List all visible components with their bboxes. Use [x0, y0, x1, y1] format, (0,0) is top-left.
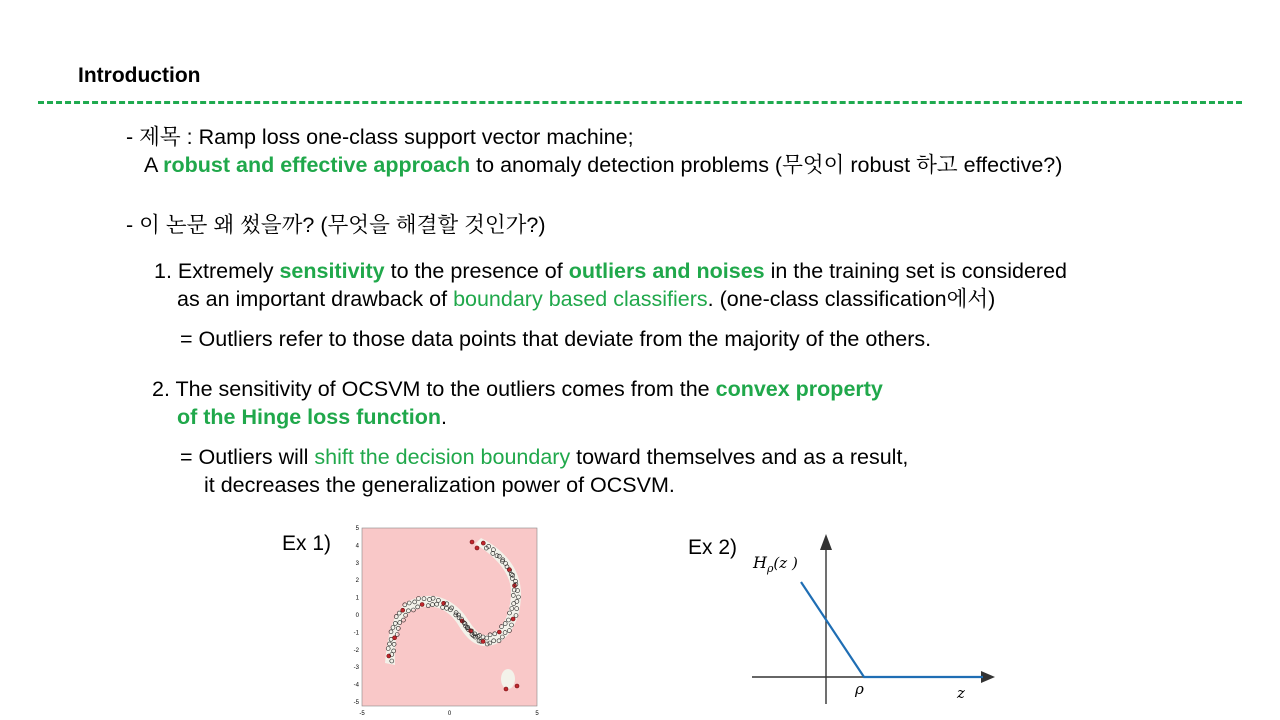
paper-subtitle-highlight: robust and effective approach — [163, 153, 471, 177]
ex1-label: Ex 1) — [282, 532, 332, 555]
y-tick-label: 5 — [355, 526, 359, 532]
y-axis-arrow — [820, 534, 832, 550]
point1-text-b: to the presence of — [384, 259, 569, 283]
outlier-point — [507, 568, 511, 572]
point2-line1 — [152, 375, 883, 403]
point2-note-line1 — [180, 443, 908, 471]
x-tick-label: 0 — [447, 711, 452, 717]
point1-highlight-sensitivity: sensitivity — [279, 259, 385, 283]
outlier-point — [481, 541, 485, 545]
y-tick-label: -4 — [353, 682, 359, 689]
point1-line2 — [177, 285, 995, 313]
outlier-point — [470, 540, 474, 544]
outlier-point — [420, 603, 424, 607]
point1-text-a: 1. Extremely — [154, 259, 280, 283]
x-tick-label: 5 — [535, 711, 539, 717]
outlier-point — [401, 608, 405, 612]
y-tick-label: -1 — [353, 630, 359, 637]
point1-note: = Outliers refer to those data points that deviate from the majority of the others. — [180, 327, 932, 351]
paper-title-prefix: - 제목 : Ramp loss one-class support vector machine; — [126, 125, 634, 149]
x-tick-label: -5 — [359, 711, 365, 717]
paper-subtitle-b: to anomaly detection problems (무엇이 robust 하고 effective?) — [470, 153, 1063, 177]
z-label: z — [957, 684, 965, 702]
point1-text-e: . (one-class classification에서) — [707, 287, 996, 311]
y-tick-label: 0 — [355, 613, 359, 619]
ramp-loss-figure — [745, 526, 1005, 706]
point2-text-a: 2. The sensitivity of OCSVM to the outliers comes from the — [152, 377, 716, 401]
point2-line2 — [177, 403, 447, 431]
point2-note-highlight: shift the decision boundary — [314, 445, 571, 469]
y-tick-label: 3 — [355, 560, 359, 567]
y-tick-label: -3 — [353, 665, 359, 672]
point1-text-d: as an important drawback of — [177, 287, 454, 311]
y-tick-label: -2 — [353, 647, 359, 654]
y-axis-label: $H_\rho(z$ ) — [753, 553, 798, 575]
ramp-loss-curve — [801, 582, 983, 677]
x-axis-ticks — [359, 711, 539, 717]
rho-label: ρ — [855, 680, 864, 698]
point2-text-b: . — [440, 405, 447, 429]
page-title: Introduction — [78, 64, 201, 87]
ex2-label: Ex 2) — [688, 536, 738, 559]
outlier-point — [481, 639, 485, 643]
y-axis-ticks — [354, 526, 360, 706]
outlier-point — [497, 630, 501, 634]
outlier-point — [475, 546, 479, 550]
y-tick-label: 4 — [355, 543, 359, 550]
y-tick-label: 1 — [355, 595, 359, 602]
point2-highlight-convex: convex property — [715, 377, 883, 401]
point1-highlight-outliers: outliers and noises — [568, 259, 765, 283]
why-heading: - 이 논문 왜 썼을까? (무엇을 해결할 것인가?) — [126, 213, 546, 237]
point1-line1 — [154, 257, 1067, 285]
point2-highlight-hinge: of the Hinge loss function — [177, 405, 441, 429]
point1-text-c: in the training set is considered — [764, 259, 1067, 283]
decision-region-small — [501, 669, 515, 689]
y-tick-label: 2 — [355, 578, 359, 585]
outlier-point — [515, 684, 519, 688]
point2-note-line2: it decreases the generalization power of OCSVM. — [204, 473, 675, 497]
outlier-point — [504, 687, 508, 691]
paper-subtitle-a: A — [144, 153, 164, 177]
outlier-scatter-figure — [345, 524, 545, 716]
outlier-point — [511, 617, 515, 621]
x-axis-arrow — [981, 671, 995, 683]
paper-subtitle-line — [144, 151, 1062, 179]
point2-note-b: toward themselves and as a result, — [570, 445, 909, 469]
point2-note-a: = Outliers will — [180, 445, 315, 469]
y-tick-label: -5 — [353, 700, 359, 706]
title-divider — [38, 101, 1242, 104]
paper-title-line — [126, 123, 634, 151]
point1-highlight-classifiers: boundary based classifiers — [453, 287, 708, 311]
